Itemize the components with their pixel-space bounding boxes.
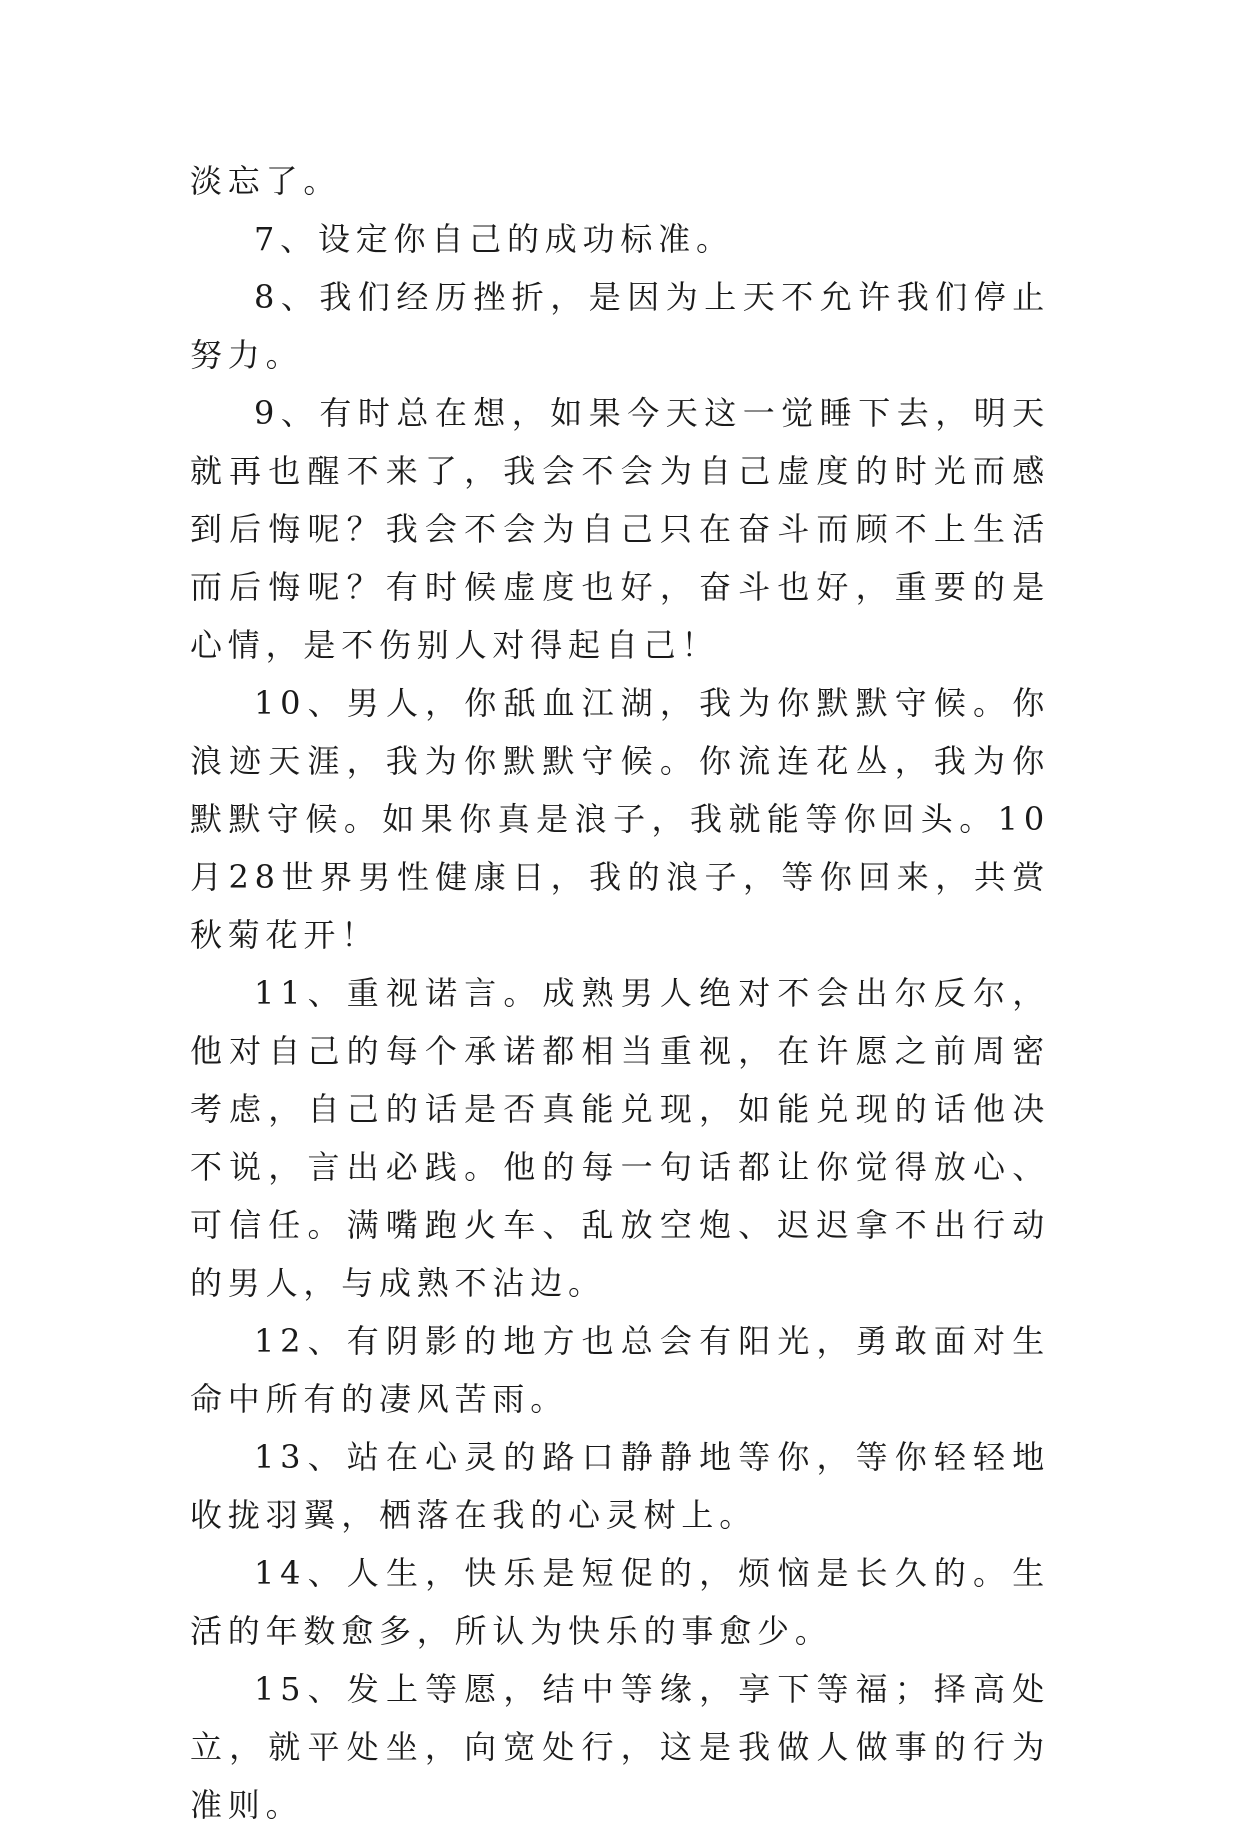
paragraph-item-12: 12、有阴影的地方也总会有阳光，勇敢面对生命中所有的凄风苦雨。 <box>190 1322 1050 1418</box>
paragraph-item-8: 8、我们经历挫折，是因为上天不允许我们停止努力。 <box>190 278 1050 374</box>
paragraph-item-7: 7、设定你自己的成功标准。 <box>254 220 734 258</box>
paragraph-continuation: 淡忘了。 <box>190 162 342 200</box>
paragraph-item-13: 13、站在心灵的路口静静地等你，等你轻轻地收拢羽翼，栖落在我的心灵树上。 <box>190 1438 1050 1534</box>
paragraph-item-14: 14、人生，快乐是短促的，烦恼是长久的。生活的年数愈多，所认为快乐的事愈少。 <box>190 1554 1050 1650</box>
paragraph-item-15: 15、发上等愿，结中等缘，享下等福；择高处立，就平处坐，向宽处行，这是我做人做事的行为准则。 <box>190 1670 1050 1824</box>
paragraph-item-10: 10、男人，你舐血江湖，我为你默默守候。你浪迹天涯，我为你默默守候。你流连花丛，我为你默默守候。如果你真是浪子，我就能等你回头。10月28世界男性健康日，我的浪子，等你回来，共赏秋菊花开！ <box>190 684 1050 954</box>
document-body <box>190 152 1050 1834</box>
paragraph-item-9: 9、有时总在想，如果今天这一觉睡下去，明天就再也醒不来了，我会不会为自己虚度的时光而感到后悔呢？我会不会为自己只在奋斗而顾不上生活而后悔呢？有时候虚度也好，奋斗也好，重要的是心情，是不伤别人对得起自己！ <box>190 394 1050 664</box>
paragraph-item-11: 11、重视诺言。成熟男人绝对不会出尔反尔，他对自己的每个承诺都相当重视，在许愿之前周密考虑，自己的话是否真能兑现，如能兑现的话他决不说，言出必践。他的每一句话都让你觉得放心、可信任。满嘴跑火车、乱放空炮、迟迟拿不出行动的男人，与成熟不沾边。 <box>190 974 1050 1302</box>
